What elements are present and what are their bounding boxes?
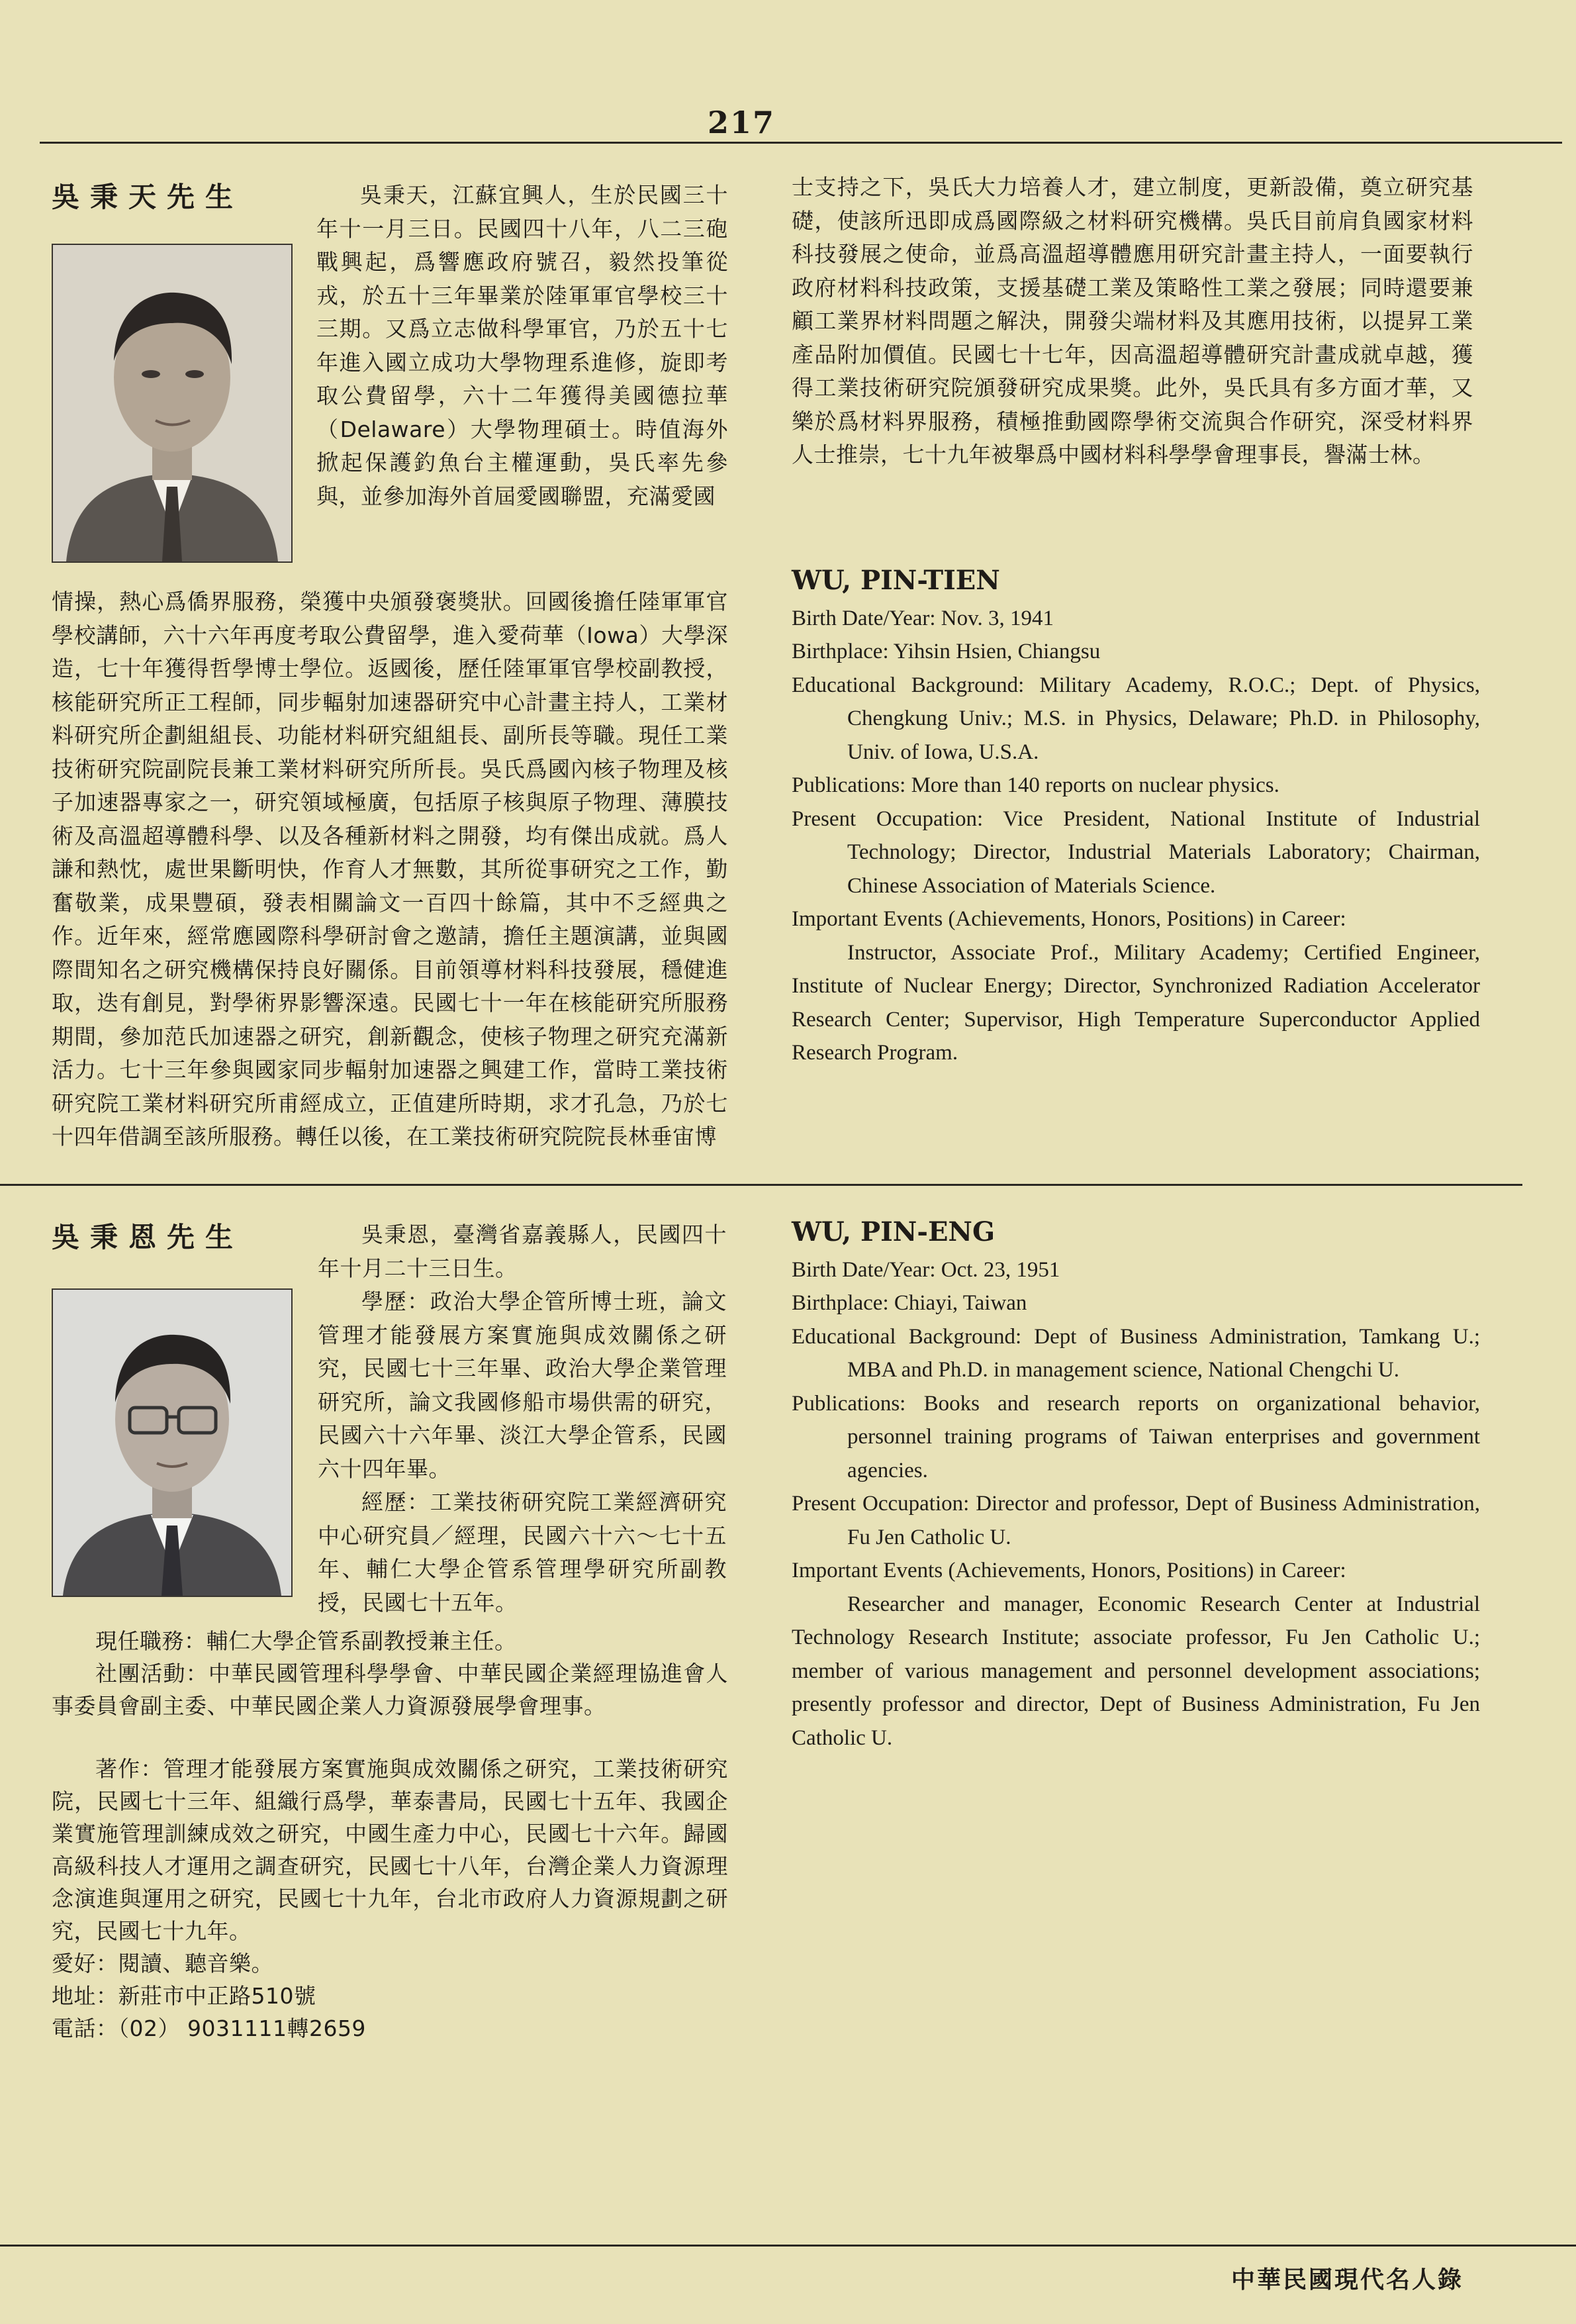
- entry2-associations-cn: 社團活動：中華民國管理科學學會、中華民國企業經理協進會人事委員會副主委、中華民國企業人力資源發展學會理事。: [52, 1661, 728, 1719]
- entry1-portrait-photo: [52, 244, 293, 563]
- entry2-intro: 吳秉恩，臺灣省嘉義縣人，民國四十年十月二十三日生。: [318, 1222, 727, 1281]
- entry2-events-label: Important Events (Achievements, Honors, Positions) in Career:: [792, 1559, 1346, 1582]
- entry2-experience-cn: 經歷：工業技術研究院工業經濟研究中心研究員／經理，民國六十六～七十五年、輔仁大學企管系管理學研究所副教授，民國七十五年。: [318, 1489, 727, 1616]
- entry2-works-cn: 著作：管理才能發展方案實施與成效關係之研究，工業技術研究院，民國七十三年、組織行爲學，華泰書局，民國七十五年、我國企業實施管理訓練成效之研究，中國生產力中心，民國七十六年。歸國高級科技人才運用之調查研究，民國七十八年，台灣企業人力資源理念演進與運用之研究，民國七十九年，台北市政府人力資源規劃之研究，民國七十九年。: [52, 1756, 728, 1944]
- entry1-bio-cn-text-a: 吳秉天，江蘇宜興人，生於民國三十年十一月三日。民國四十八年，八二三砲戰興起，爲響應政府號召，毅然投筆從戎，於五十三年畢業於陸軍軍官學校三十三期。又爲立志做科學軍官，乃於五十七年進入國立成功大學物理系進修，旋即考取公費留學，六十二年獲得美國德拉華（Delaware）大學物理碩士。時值海外掀起保護釣魚台主權運動，吳氏率先參與，並參加海外首屆愛國聯盟，充滿愛國: [316, 182, 728, 509]
- divider-rule: [0, 1184, 1522, 1186]
- entry1-bio-cn-upper: [316, 179, 728, 518]
- entry2-phone-cn: 電話：（02） 9031111轉2659: [52, 2015, 366, 2041]
- entry1-bio-cn-text-b: 情操，熱心爲僑界服務，榮獲中央頒發褒獎狀。回國後擔任陸軍軍官學校講師，六十六年再度考取公費留學，進入愛荷華（Iowa）大學深造，七十年獲得哲學博士學位。返國後，歷任陸軍軍官學校副教授，核能研究所正工程師，同步輻射加速器研究中心計畫主持人，工業材料研究所企劃組組長、功能材料研究組組長、副所長等職。現任工業技術研究院副院長兼工業材料研究所所長。吳氏爲國內核子物理及核子加速器專家之一，研究領域極廣，包括原子核與原子物理、薄膜技術及高溫超導體科學、以及各種新材料之開發，均有傑出成就。爲人謙和熱忱，處世果斷明快，作育人才無數，其所從事研究之工作，勤奮敬業，成果豐碩，發表相關論文一百四十餘篇，其中不乏經典之作。近年來，經常應國際科學研討會之邀請，擔任主題演講，並與國際間知名之研究機構保持良好關係。目前領導材料科技發展，穩健進取，迭有創見，對學術界影響深遠。民國七十一年在核能研究所服務期間，參加范氏加速器之研究，創新觀念，使核子物理之研究充滿新活力。七十三年參與國家同步輻射加速器之興建工作，當時工業技術研究院工業材料研究所甫經成立，正值建所時期，求才孔急，乃於七十四年借調至該所服務。轉任以後，在工業技術研究院院長林垂宙博: [52, 589, 728, 1149]
- entry2-events: Researcher and manager, Economic Research Center at Industrial Technology Research Institute; associate professor, Fu Jen Catholic U.; member of various management and personnel development associations; presently professor and director, Dept of Business Administration, Fu Jen Catholic U.: [792, 1592, 1480, 1750]
- book-title-footer: 中華民國現代名人錄: [1230, 2266, 1463, 2294]
- entry1-name-cn: 吳秉天先生: [52, 181, 244, 213]
- top-rule: [40, 142, 1562, 144]
- entry2-publications: Publications: Books and research reports on organizational behavior, personnel training programs of Taiwan enterprises and government agencies.: [792, 1391, 1480, 1482]
- entry1-events-label: Important Events (Achievements, Honors, Positions) in Career:: [792, 907, 1346, 931]
- entry1-english-bio: [792, 564, 1480, 1070]
- entry1-education: Educational Background: Military Academy, R.O.C.; Dept. of Physics, Chengkung Univ.; M.S. in Physics, Delaware; Ph.D. in Philosophy, Univ. of Iowa, U.S.A.: [792, 673, 1480, 764]
- portrait-icon: [53, 245, 291, 561]
- entry1-events: Instructor, Associate Prof., Military Academy; Certified Engineer, Institute of Nuclear Energy; Director, Synchronized Radiation Accelerator Research Center; Supervisor, High Temperature Superconductor Applied Research Program.: [792, 940, 1480, 1065]
- entry2-birth-date: Birth Date/Year: Oct. 23, 1951: [792, 1257, 1060, 1282]
- entry1-birth-date: Birth Date/Year: Nov. 3, 1941: [792, 606, 1054, 630]
- entry2-education-cn: 學歷：政治大學企管所博士班，論文管理才能發展方案實施與成效關係之研究，民國七十三年畢、政治大學企業管理研究所，論文我國修船市場供需的研究，民國六十六年畢、淡江大學企管系，民國六十四年畢。: [318, 1288, 727, 1482]
- entry1-occupation: Present Occupation: Vice President, National Institute of Industrial Technology; Director, Industrial Materials Laboratory; Chairman, Chinese Association of Materials Science.: [792, 806, 1480, 898]
- entry2-name-en: WU, PIN-ENG: [792, 1216, 996, 1247]
- entry2-portrait-photo: [52, 1288, 293, 1597]
- entry1-bio-cn-lower: [52, 585, 728, 1169]
- entry1-birthplace: Birthplace: Yihsin Hsien, Chiangsu: [792, 640, 1101, 663]
- entry1-bio-cn-right: [792, 171, 1473, 539]
- entry2-hobbies-cn: 愛好：閱讀、聽音樂。: [52, 1951, 273, 1976]
- page-number: 217: [707, 105, 776, 140]
- entry1-name-en: WU, PIN-TIEN: [792, 565, 1000, 596]
- entry2-birthplace: Birthplace: Chiayi, Taiwan: [792, 1291, 1027, 1315]
- entry2-address-cn: 地址：新莊市中正路510號: [52, 1983, 316, 2009]
- portrait-icon: [53, 1290, 291, 1596]
- entry2-education: Educational Background: Dept of Business Administration, Tamkang U.; MBA and Ph.D. in management science, National Chengchi U.: [792, 1324, 1480, 1382]
- entry2-position-cn: 現任職務：輔仁大學企管系副教授兼主任。: [95, 1628, 517, 1654]
- entry2-occupation: Present Occupation: Director and professor, Dept of Business Administration, Fu Jen Catholic U.: [792, 1492, 1480, 1549]
- bottom-rule: [0, 2245, 1576, 2247]
- entry2-english-bio: [792, 1216, 1480, 1755]
- entry1-publications: Publications: More than 140 reports on nuclear physics.: [792, 773, 1279, 797]
- entry1-bio-cn-text-c: 士支持之下，吳氏大力培養人才，建立制度，更新設備，奠立研究基礎，使該所迅即成爲國際級之材料研究機構。吳氏目前肩負國家材料科技發展之使命，並爲高溫超導體應用研究計畫主持人，一面要執行政府材料科技政策，支援基礎工業及策略性工業之發展；同時還要兼顧工業界材料問題之解決，開發尖端材料及其應用技術，以提昇工業產品附加價值。民國七十七年，因高溫超導體研究計畫成就卓越，獲得工業技術研究院頒發研究成果獎。此外，吳氏具有多方面才華，又樂於爲材料界服務，積極推動國際學術交流與合作研究，深受材料界人士推崇，七十九年被舉爲中國材料科學學會理事長，譽滿士林。: [792, 174, 1473, 467]
- entry2-name-cn: 吳秉恩先生: [52, 1221, 244, 1253]
- entry2-bio-cn-lower: [52, 1625, 728, 2128]
- entry2-bio-cn-upper: [318, 1218, 727, 1622]
